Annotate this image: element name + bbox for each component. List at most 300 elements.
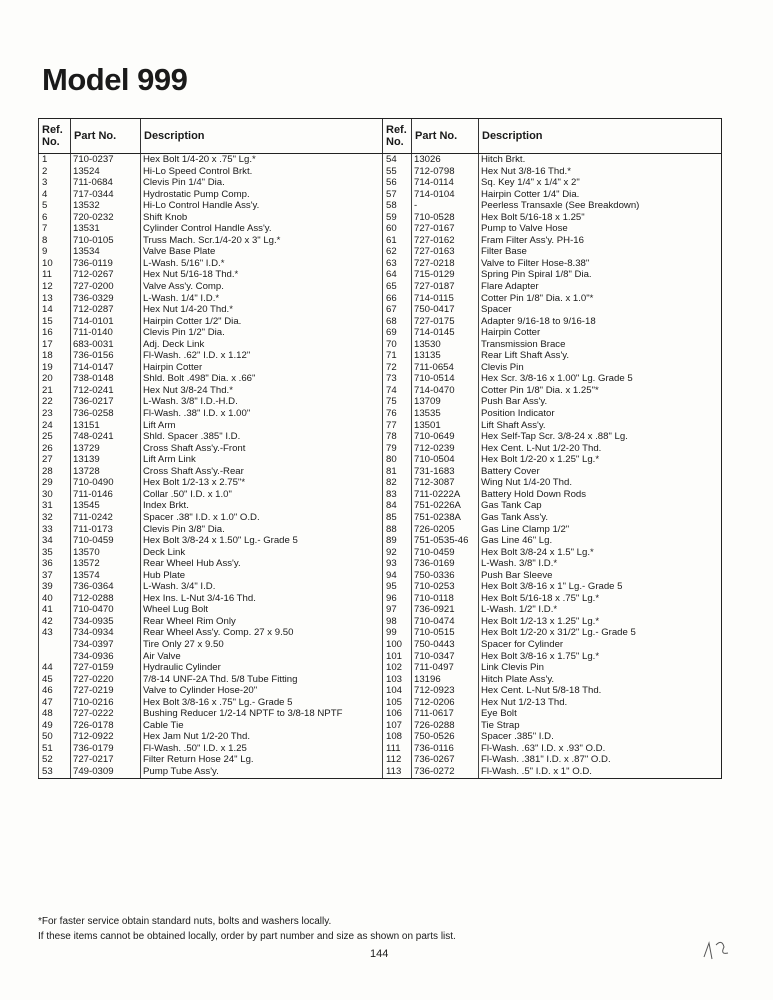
ref-no-cell: 4: [39, 189, 71, 201]
part-no-cell: 751-0226A: [412, 500, 479, 512]
parts-row: [39, 535, 383, 547]
part-no-cell: 751-0238A: [412, 512, 479, 524]
description-cell: Eye Bolt: [479, 708, 722, 720]
parts-row: [383, 743, 722, 755]
ref-no-cell: 6: [39, 212, 71, 224]
ref-no-cell: 81: [383, 466, 412, 478]
ref-no-cell: 42: [39, 616, 71, 628]
description-cell: Clevis Pin: [479, 362, 722, 374]
part-no-cell: 710-0118: [412, 593, 479, 605]
ref-no-cell: 59: [383, 212, 412, 224]
parts-row: [39, 177, 383, 189]
parts-row: [39, 166, 383, 178]
ref-no-cell: 28: [39, 466, 71, 478]
part-no-cell: 13574: [71, 570, 141, 582]
part-no-cell: 717-0344: [71, 189, 141, 201]
description-cell: Hex Bolt 1/2-13 x 2.75"*: [141, 477, 383, 489]
description-cell: Gas Tank Cap: [479, 500, 722, 512]
description-cell: Rear Wheel Ass'y. Comp. 27 x 9.50: [141, 627, 383, 639]
part-no-cell: 710-0237: [71, 154, 141, 166]
footnote-line: If these items cannot be obtained locally, order by part number and size as shown on parts list.: [38, 931, 456, 942]
ref-no-cell: 25: [39, 431, 71, 443]
ref-no-cell: 82: [383, 477, 412, 489]
part-no-cell: 683-0031: [71, 339, 141, 351]
part-no-cell: 710-0474: [412, 616, 479, 628]
description-cell: Spacer .38" I.D. x 1.0" O.D.: [141, 512, 383, 524]
parts-row: [383, 558, 722, 570]
part-no-cell: 736-0119: [71, 258, 141, 270]
ref-no-header: Ref. No.: [39, 119, 71, 154]
ref-no-cell: 69: [383, 327, 412, 339]
description-cell: Hi-Lo Speed Control Brkt.: [141, 166, 383, 178]
description-cell: Battery Cover: [479, 466, 722, 478]
parts-row: [383, 685, 722, 697]
part-no-cell: 13501: [412, 420, 479, 432]
parts-row: [383, 766, 722, 778]
part-no-cell: 712-0798: [412, 166, 479, 178]
description-cell: Hex Nut 5/16-18 Thd.*: [141, 269, 383, 281]
ref-no-cell: 108: [383, 731, 412, 743]
part-no-cell: 711-0242: [71, 512, 141, 524]
page-number: 144: [370, 948, 389, 960]
part-no-cell: 13729: [71, 443, 141, 455]
ref-no-cell: 44: [39, 662, 71, 674]
ref-no-cell: 84: [383, 500, 412, 512]
ref-no-cell: 17: [39, 339, 71, 351]
parts-row: [383, 235, 722, 247]
ref-no-cell: 67: [383, 304, 412, 316]
ref-no-cell: 16: [39, 327, 71, 339]
part-no-cell: 712-0239: [412, 443, 479, 455]
part-no-cell: 712-0267: [71, 269, 141, 281]
parts-row: [39, 466, 383, 478]
parts-row: [383, 327, 722, 339]
part-no-cell: 710-0515: [412, 627, 479, 639]
parts-row: [39, 662, 383, 674]
part-no-cell: 711-0173: [71, 524, 141, 536]
parts-row: [39, 616, 383, 628]
ref-no-cell: 41: [39, 604, 71, 616]
description-cell: Hairpin Cotter: [141, 362, 383, 374]
parts-row: [383, 420, 722, 432]
parts-row: [39, 547, 383, 559]
parts-row: [383, 570, 722, 582]
ref-no-cell: 99: [383, 627, 412, 639]
ref-no-cell: 65: [383, 281, 412, 293]
ref-no-cell: 102: [383, 662, 412, 674]
ref-no-cell: 53: [39, 766, 71, 778]
part-no-cell: 727-0167: [412, 223, 479, 235]
description-cell: L-Wash. 3/8" I.D.*: [479, 558, 722, 570]
parts-row: [39, 754, 383, 766]
ref-no-cell: 97: [383, 604, 412, 616]
parts-row: [383, 212, 722, 224]
parts-row: [39, 200, 383, 212]
description-cell: Spacer for Cylinder: [479, 639, 722, 651]
part-no-cell: 710-0459: [71, 535, 141, 547]
ref-no-cell: 106: [383, 708, 412, 720]
page-title: Model 999: [42, 62, 188, 97]
description-cell: Hex Bolt 1/2-20 x 31/2" Lg.- Grade 5: [479, 627, 722, 639]
parts-row: [383, 500, 722, 512]
ref-no-cell: 61: [383, 235, 412, 247]
part-no-cell: 712-0206: [412, 697, 479, 709]
description-cell: Hitch Brkt.: [479, 154, 722, 166]
parts-row: [383, 431, 722, 443]
part-no-cell: 736-0267: [412, 754, 479, 766]
ref-no-cell: 51: [39, 743, 71, 755]
ref-no-cell: 73: [383, 373, 412, 385]
ref-no-cell: 34: [39, 535, 71, 547]
part-no-cell: 13151: [71, 420, 141, 432]
parts-row: [39, 304, 383, 316]
ref-no-cell: 101: [383, 651, 412, 663]
part-no-cell: 13139: [71, 454, 141, 466]
ref-no-cell: 47: [39, 697, 71, 709]
ref-no-cell: 103: [383, 674, 412, 686]
parts-row: [383, 708, 722, 720]
parts-row: [383, 246, 722, 258]
description-cell: Hex Bolt 3/8-16 x 1.75" Lg.*: [479, 651, 722, 663]
part-no-cell: 13135: [412, 350, 479, 362]
description-cell: Spring Pin Spiral 1/8" Dia.: [479, 269, 722, 281]
ref-no-cell: 24: [39, 420, 71, 432]
description-cell: Hex Bolt 5/16-18 x 1.25": [479, 212, 722, 224]
parts-row: [383, 350, 722, 362]
part-no-cell: 711-0654: [412, 362, 479, 374]
ref-no-cell: 68: [383, 316, 412, 328]
ref-no-cell: 23: [39, 408, 71, 420]
parts-row: [39, 674, 383, 686]
ref-no-cell: 107: [383, 720, 412, 732]
description-cell: Hex Cent. L-Nut 1/2-20 Thd.: [479, 443, 722, 455]
ref-no-cell: 9: [39, 246, 71, 258]
description-cell: Cross Shaft Ass'y.-Rear: [141, 466, 383, 478]
part-no-cell: 727-0175: [412, 316, 479, 328]
parts-row: [39, 350, 383, 362]
parts-row: [39, 327, 383, 339]
part-no-cell: 13709: [412, 396, 479, 408]
parts-row: [39, 685, 383, 697]
parts-row: [39, 731, 383, 743]
ref-no-cell: 64: [383, 269, 412, 281]
description-cell: Hex Nut 3/8-24 Thd.*: [141, 385, 383, 397]
parts-table-right: [382, 118, 722, 779]
part-no-cell: 738-0148: [71, 373, 141, 385]
description-cell: Shift Knob: [141, 212, 383, 224]
part-no-cell: 712-0287: [71, 304, 141, 316]
parts-row: [39, 766, 383, 778]
description-cell: Pump to Valve Hose: [479, 223, 722, 235]
part-no-cell: 712-0923: [412, 685, 479, 697]
ref-no-cell: 111: [383, 743, 412, 755]
part-no-cell: 727-0218: [412, 258, 479, 270]
parts-row: [39, 235, 383, 247]
ref-no-cell: 15: [39, 316, 71, 328]
description-cell: Valve Base Plate: [141, 246, 383, 258]
description-cell: Hex Bolt 3/8-16 x 1" Lg.- Grade 5: [479, 581, 722, 593]
part-no-cell: 714-0470: [412, 385, 479, 397]
part-no-cell: 731-1683: [412, 466, 479, 478]
ref-no-cell: 58: [383, 200, 412, 212]
description-cell: Hex Bolt 1/2-20 x 1.25" Lg.*: [479, 454, 722, 466]
parts-row: [39, 316, 383, 328]
parts-row: [383, 304, 722, 316]
ref-no-cell: 105: [383, 697, 412, 709]
ref-no-cell: 56: [383, 177, 412, 189]
parts-row: [39, 281, 383, 293]
ref-no-cell: [39, 639, 71, 651]
part-no-cell: 710-0649: [412, 431, 479, 443]
ref-no-cell: 30: [39, 489, 71, 501]
description-cell: Hairpin Cotter 1/4" Dia.: [479, 189, 722, 201]
parts-row: [39, 454, 383, 466]
parts-row: [39, 154, 383, 166]
parts-row: [383, 293, 722, 305]
ref-no-cell: 74: [383, 385, 412, 397]
description-cell: Filter Base: [479, 246, 722, 258]
part-no-cell: 734-0936: [71, 651, 141, 663]
part-no-cell: 13532: [71, 200, 141, 212]
parts-row: [39, 581, 383, 593]
description-cell: Deck Link: [141, 547, 383, 559]
description-cell: Cotter Pin 1/8" Dia. x 1.25"*: [479, 385, 722, 397]
parts-row: [383, 200, 722, 212]
parts-row: [39, 269, 383, 281]
ref-no-cell: 33: [39, 524, 71, 536]
part-no-cell: 13535: [412, 408, 479, 420]
part-no-cell: 710-0504: [412, 454, 479, 466]
description-cell: Hex Self-Tap Scr. 3/8-24 x .88" Lg.: [479, 431, 722, 443]
parts-row: [383, 651, 722, 663]
parts-row: [383, 616, 722, 628]
ref-no-cell: 43: [39, 627, 71, 639]
description-header: Description: [141, 119, 383, 154]
description-cell: Pump Tube Ass'y.: [141, 766, 383, 778]
part-no-cell: 727-0159: [71, 662, 141, 674]
part-no-cell: 726-0205: [412, 524, 479, 536]
parts-row: [39, 512, 383, 524]
ref-no-cell: 104: [383, 685, 412, 697]
description-cell: Tire Only 27 x 9.50: [141, 639, 383, 651]
ref-no-cell: 78: [383, 431, 412, 443]
ref-no-cell: 22: [39, 396, 71, 408]
part-no-cell: 727-0222: [71, 708, 141, 720]
ref-no-cell: 3: [39, 177, 71, 189]
part-no-cell: 736-0169: [412, 558, 479, 570]
description-cell: Hex Bolt 5/16-18 x .75" Lg.*: [479, 593, 722, 605]
ref-no-cell: 46: [39, 685, 71, 697]
part-no-cell: 710-0514: [412, 373, 479, 385]
ref-no-cell: 49: [39, 720, 71, 732]
ref-no-cell: 88: [383, 524, 412, 536]
description-cell: Hex Nut 3/8-16 Thd.*: [479, 166, 722, 178]
parts-row: [39, 593, 383, 605]
ref-no-cell: 18: [39, 350, 71, 362]
ref-no-cell: 14: [39, 304, 71, 316]
parts-row: [383, 316, 722, 328]
part-no-cell: 710-0253: [412, 581, 479, 593]
description-cell: 7/8-14 UNF-2A Thd. 5/8 Tube Fitting: [141, 674, 383, 686]
description-cell: Shld. Bolt .498" Dia. x .66": [141, 373, 383, 385]
part-no-cell: 712-3087: [412, 477, 479, 489]
ref-no-cell: 11: [39, 269, 71, 281]
part-no-cell: 727-0219: [71, 685, 141, 697]
parts-row: [383, 223, 722, 235]
part-no-cell: 736-0921: [412, 604, 479, 616]
ref-no-cell: 48: [39, 708, 71, 720]
description-cell: L-Wash. 3/8" I.D.-H.D.: [141, 396, 383, 408]
part-no-cell: 734-0934: [71, 627, 141, 639]
ref-no-cell: 63: [383, 258, 412, 270]
parts-row: [39, 651, 383, 663]
parts-row: [39, 500, 383, 512]
parts-row: [39, 396, 383, 408]
description-cell: Push Bar Ass'y.: [479, 396, 722, 408]
parts-row: [383, 443, 722, 455]
description-cell: Hi-Lo Control Handle Ass'y.: [141, 200, 383, 212]
part-no-cell: 736-0217: [71, 396, 141, 408]
description-cell: Air Valve: [141, 651, 383, 663]
ref-no-cell: 77: [383, 420, 412, 432]
parts-row: [39, 443, 383, 455]
description-cell: Cable Tie: [141, 720, 383, 732]
ref-no-cell: 57: [383, 189, 412, 201]
parts-row: [383, 489, 722, 501]
description-cell: Rear Lift Shaft Ass'y.: [479, 350, 722, 362]
description-cell: Spacer .385" I.D.: [479, 731, 722, 743]
description-cell: Hex Bolt 3/8-24 x 1.50" Lg.- Grade 5: [141, 535, 383, 547]
parts-row: [39, 362, 383, 374]
description-cell: Peerless Transaxle (See Breakdown): [479, 200, 722, 212]
part-no-cell: 712-0922: [71, 731, 141, 743]
part-no-cell: 734-0397: [71, 639, 141, 651]
ref-no-cell: 19: [39, 362, 71, 374]
part-no-cell: 714-0115: [412, 293, 479, 305]
parts-row: [39, 223, 383, 235]
parts-row: [383, 627, 722, 639]
ref-no-cell: 93: [383, 558, 412, 570]
description-cell: Cylinder Control Handle Ass'y.: [141, 223, 383, 235]
part-no-cell: 712-0241: [71, 385, 141, 397]
part-no-cell: 726-0178: [71, 720, 141, 732]
parts-row: [39, 743, 383, 755]
description-cell: Sq. Key 1/4" x 1/4" x 2": [479, 177, 722, 189]
description-cell: Fl-Wash. .381" I.D. x .87" O.D.: [479, 754, 722, 766]
description-cell: Tie Strap: [479, 720, 722, 732]
part-no-cell: 710-0490: [71, 477, 141, 489]
part-no-cell: 711-0146: [71, 489, 141, 501]
part-no-cell: 712-0288: [71, 593, 141, 605]
part-no-cell: 711-0222A: [412, 489, 479, 501]
part-no-cell: 13534: [71, 246, 141, 258]
part-no-cell: 736-0272: [412, 766, 479, 778]
ref-no-header: Ref. No.: [383, 119, 412, 154]
ref-no-cell: 27: [39, 454, 71, 466]
description-cell: Hitch Plate Ass'y.: [479, 674, 722, 686]
ref-no-cell: 113: [383, 766, 412, 778]
footnote-line: *For faster service obtain standard nuts, bolts and washers locally.: [38, 916, 332, 927]
parts-row: [383, 373, 722, 385]
part-no-cell: 710-0459: [412, 547, 479, 559]
parts-row: [39, 558, 383, 570]
description-cell: Fl-Wash. .62" I.D. x 1.12": [141, 350, 383, 362]
ref-no-cell: 39: [39, 581, 71, 593]
parts-row: [383, 281, 722, 293]
description-cell: Battery Hold Down Rods: [479, 489, 722, 501]
part-no-cell: 13570: [71, 547, 141, 559]
parts-row: [383, 166, 722, 178]
ref-no-cell: 52: [39, 754, 71, 766]
ref-no-cell: 7: [39, 223, 71, 235]
parts-row: [383, 154, 722, 166]
description-cell: Flare Adapter: [479, 281, 722, 293]
ref-no-cell: 80: [383, 454, 412, 466]
part-no-cell: 714-0114: [412, 177, 479, 189]
description-cell: Wing Nut 1/4-20 Thd.: [479, 477, 722, 489]
ref-no-cell: 36: [39, 558, 71, 570]
part-no-cell: 727-0162: [412, 235, 479, 247]
part-no-cell: 714-0147: [71, 362, 141, 374]
ref-no-cell: 75: [383, 396, 412, 408]
part-no-cell: 711-0617: [412, 708, 479, 720]
description-cell: Gas Line 46" Lg.: [479, 535, 722, 547]
part-no-cell: 750-0526: [412, 731, 479, 743]
description-cell: Push Bar Sleeve: [479, 570, 722, 582]
footnotes: [38, 914, 456, 944]
description-cell: Gas Line Clamp 1/2": [479, 524, 722, 536]
parts-row: [383, 385, 722, 397]
parts-row: [383, 604, 722, 616]
description-cell: Lift Arm Link: [141, 454, 383, 466]
description-cell: Shld. Spacer .385" I.D.: [141, 431, 383, 443]
description-cell: Index Brkt.: [141, 500, 383, 512]
part-no-cell: 751-0535-46: [412, 535, 479, 547]
description-cell: Cotter Pin 1/8" Dia. x 1.0"*: [479, 293, 722, 305]
parts-row: [383, 269, 722, 281]
part-no-header: Part No.: [71, 119, 141, 154]
description-cell: Collar .50" I.D. x 1.0": [141, 489, 383, 501]
description-cell: Valve Ass'y. Comp.: [141, 281, 383, 293]
ref-no-cell: 1: [39, 154, 71, 166]
ref-no-cell: 10: [39, 258, 71, 270]
part-no-cell: 715-0129: [412, 269, 479, 281]
part-no-cell: 714-0101: [71, 316, 141, 328]
ref-no-cell: 98: [383, 616, 412, 628]
ref-no-cell: 2: [39, 166, 71, 178]
description-cell: Rear Wheel Rim Only: [141, 616, 383, 628]
part-no-cell: 710-0470: [71, 604, 141, 616]
description-cell: Hex Nut 1/4-20 Thd.*: [141, 304, 383, 316]
ref-no-cell: 92: [383, 547, 412, 559]
ref-no-cell: 112: [383, 754, 412, 766]
ref-no-cell: [39, 651, 71, 663]
parts-row: [383, 258, 722, 270]
parts-row: [383, 339, 722, 351]
description-cell: L-Wash. 1/2" I.D.*: [479, 604, 722, 616]
description-cell: Clevis Pin 1/2" Dia.: [141, 327, 383, 339]
part-no-cell: 714-0145: [412, 327, 479, 339]
description-cell: L-Wash. 3/4" I.D.: [141, 581, 383, 593]
ref-no-cell: 71: [383, 350, 412, 362]
parts-row: [39, 524, 383, 536]
ref-no-cell: 32: [39, 512, 71, 524]
parts-table-left: [38, 118, 383, 779]
parts-row: [39, 385, 383, 397]
description-cell: Fl-Wash. .63" I.D. x .93" O.D.: [479, 743, 722, 755]
ref-no-cell: 45: [39, 674, 71, 686]
ref-no-cell: 100: [383, 639, 412, 651]
